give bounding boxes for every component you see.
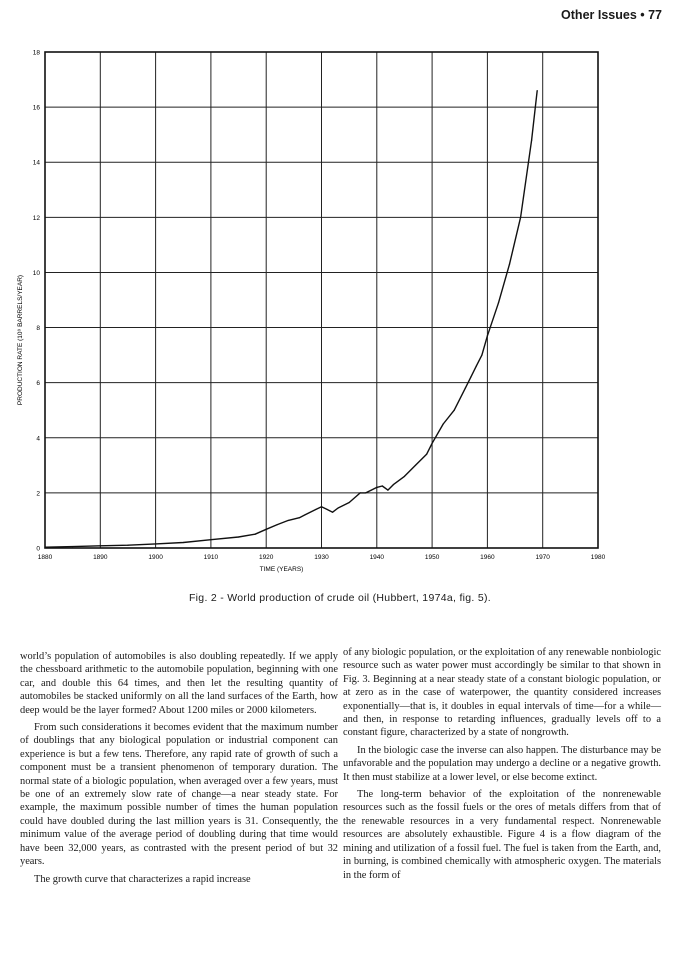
data-point bbox=[387, 490, 388, 491]
data-point bbox=[315, 509, 316, 510]
data-point bbox=[454, 410, 455, 411]
y-tick-label: 6 bbox=[36, 380, 40, 388]
series-layer bbox=[44, 90, 537, 548]
paragraph: The growth curve that characterizes a rapid increase bbox=[34, 873, 251, 885]
x-tick-label: 1950 bbox=[424, 554, 440, 561]
data-point bbox=[509, 264, 510, 265]
data-point bbox=[531, 140, 532, 141]
y-axis-label: PRODUCTION RATE (10⁹ BARRELS/YEAR) bbox=[17, 274, 24, 406]
data-point bbox=[304, 514, 305, 515]
data-point bbox=[382, 485, 383, 486]
data-point bbox=[321, 506, 322, 507]
paragraph: world’s population of automobiles is also doubling repeatedly. If we apply the chessboard arithmetic to the automobile population, beginning with one car, and double this 64 times, and then let the resulting quantity of automobiles be stacked uniformly on all the land surfaces of the Earth, how deep would be the layer formed? About 1200 miles or 2000 kilometers. bbox=[20, 651, 338, 716]
data-point bbox=[332, 512, 333, 513]
x-tick-label: 1960 bbox=[480, 554, 495, 561]
y-tick-label: 8 bbox=[36, 325, 40, 333]
x-tick-label: 1930 bbox=[314, 554, 329, 561]
data-point bbox=[288, 520, 289, 521]
y-tick-label: 4 bbox=[36, 435, 40, 443]
x-tick-label: 1980 bbox=[590, 554, 606, 561]
data-point bbox=[100, 545, 101, 546]
data-point bbox=[481, 355, 482, 356]
data-point bbox=[415, 465, 416, 466]
data-point bbox=[443, 423, 444, 424]
data-point bbox=[277, 524, 278, 525]
y-tick-label: 12 bbox=[32, 214, 40, 222]
tick-labels bbox=[33, 50, 606, 562]
x-tick-label: 1970 bbox=[535, 554, 550, 561]
data-point bbox=[432, 443, 433, 444]
data-point bbox=[376, 487, 377, 488]
data-point bbox=[72, 546, 73, 547]
data-point bbox=[183, 542, 184, 543]
data-point bbox=[365, 492, 366, 493]
data-point bbox=[393, 484, 394, 485]
data-point bbox=[44, 547, 45, 548]
data-point bbox=[238, 536, 239, 537]
data-point bbox=[371, 490, 372, 491]
data-point bbox=[337, 507, 338, 508]
paragraph: In the biologic case the inverse can also happen. The disturbance may be unfavorable and the population may undergo a decline or a negative growth. It then must stabilize at a lower level, or else become extinct. bbox=[343, 744, 661, 783]
x-tick-label: 1910 bbox=[203, 554, 219, 561]
data-point bbox=[360, 492, 361, 493]
right-column bbox=[343, 646, 661, 886]
x-tick-label: 1900 bbox=[148, 554, 163, 561]
y-tick-label: 2 bbox=[36, 490, 40, 498]
data-point bbox=[210, 539, 211, 540]
y-tick-label: 16 bbox=[32, 104, 40, 112]
y-tick-label: 10 bbox=[32, 269, 40, 277]
data-point bbox=[299, 517, 300, 518]
y-tick-label: 18 bbox=[32, 49, 40, 57]
data-point bbox=[404, 476, 405, 477]
data-point bbox=[470, 377, 471, 378]
x-tick-label: 1890 bbox=[93, 554, 108, 561]
data-point bbox=[255, 534, 256, 535]
data-point bbox=[520, 217, 521, 218]
running-head: Other Issues • 77 bbox=[561, 8, 662, 22]
chart-grid bbox=[45, 52, 598, 548]
paragraph: The long-term behavior of the exploitation of the nonrenewable resources such as the fossil fuels or the ores of metals differs from that of the renewable resources in a very fundamental respect. Nonrenewable resources are absolutely exhaustible. Figure 4 is a flow diagram of the mining and utilization of a fossil fuel. The fuel is taken from the Earth, and, in burning, is combined chemically with atmospheric oxygen. The materials in the form of bbox=[343, 789, 661, 881]
y-tick-label: 14 bbox=[32, 159, 40, 167]
figure-caption: Fig. 2 - World production of crude oil (Hubbert, 1974a, fig. 5). bbox=[188, 592, 492, 604]
series-line bbox=[45, 91, 537, 548]
data-point bbox=[487, 335, 488, 336]
data-point bbox=[127, 545, 128, 546]
x-tick-label: 1940 bbox=[369, 554, 385, 561]
data-point bbox=[476, 366, 477, 367]
x-axis-label: TIME (YEARS) bbox=[259, 566, 304, 573]
data-point bbox=[465, 388, 466, 389]
paragraph: of any biologic population, or the exploitation of any renewable nonbiologic resource such as water power must accordingly be similar to that shown in Fig. 3. Beginning at a near steady state of a constant biologic population, or at zero as in the case of waterpower, the quantity considered increases exponentially—that is, it doubles in equal intervals of time—for a while—and then, in response to retarding influences, gradually levels off to a constant figure, characterized by a state of nongrowth. bbox=[343, 647, 661, 739]
data-point bbox=[349, 502, 350, 503]
data-point bbox=[537, 90, 538, 91]
data-point bbox=[498, 302, 499, 303]
left-column bbox=[20, 650, 338, 890]
paragraph: From such considerations it becomes evident that the maximum number of doublings that any biological population or industrial component can experience is but a few tens. Therefore, any rapid rate of growth of such a component must be a transient phenomenon of temporary duration. The normal state of a biologic population, when averaged over a few years, must be one of an extremely slow rate of change—a near steady state. For example, the maximum possible number of times the human population could have doubled during the last million years is 31. Consequently, the minimum value of the average period of doubling during that time would have been 32,000 years, as contrasted with the present period of but 32 years. bbox=[20, 722, 338, 868]
data-point bbox=[426, 454, 427, 455]
data-point bbox=[266, 529, 267, 530]
data-point bbox=[326, 509, 327, 510]
x-tick-label: 1920 bbox=[258, 554, 274, 561]
production-chart bbox=[0, 38, 680, 588]
x-tick-label: 1880 bbox=[37, 554, 53, 561]
y-tick-label: 0 bbox=[36, 545, 40, 553]
data-point bbox=[155, 543, 156, 544]
